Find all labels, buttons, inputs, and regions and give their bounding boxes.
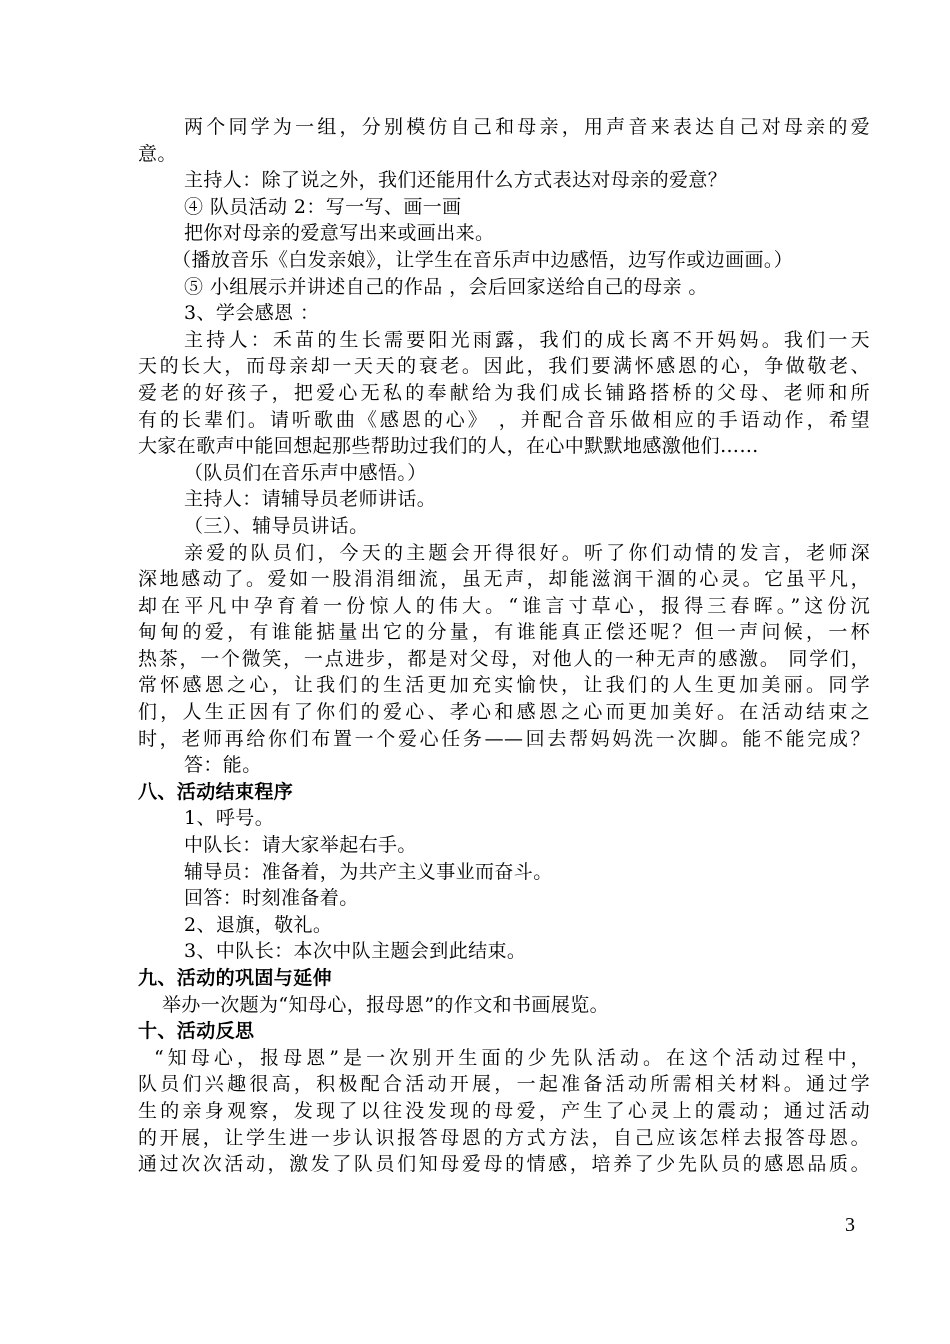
text-line: 深地感动了。爱如一股涓涓细流，虽无声，却能滋润干涸的心灵。它虽平凡， xyxy=(138,568,870,591)
text-line: 3、中队长：本次中队主题会到此结束。 xyxy=(184,940,527,963)
text-line: 爱老的好孩子，把爱心无私的奉献给为我们成长铺路搭桥的父母、老师和所 xyxy=(138,381,870,404)
text-line: 3、学会感恩 ： xyxy=(184,302,320,325)
text-line: 生的亲身观察，发现了以往没发现的母爱，产生了心灵上的震动；通过活动 xyxy=(138,1099,870,1122)
text-line: 答：能。 xyxy=(184,754,262,777)
text-line: 两个同学为一组，分别模仿自己和母亲，用声音来表达自己对母亲的爱 xyxy=(184,116,870,138)
section-heading: 八、活动结束程序 xyxy=(138,780,294,803)
text-line: （队员们在音乐声中感悟。） xyxy=(184,461,427,484)
text-line: 甸甸的爱，有谁能掂量出它的分量，有谁能真正偿还呢？但一声问候，一杯 xyxy=(138,621,870,644)
section-heading: 九、活动的巩固与延伸 xyxy=(138,967,333,989)
text-line: 意。 xyxy=(138,142,177,165)
text-line: 常怀感恩之心，让我们的生活更加充实愉快，让我们的人生更加美丽。同学 xyxy=(138,674,870,697)
text-line: “知母心，报母恩”是一次别开生面的少先队活动。在这个活动过程中， xyxy=(154,1046,870,1069)
text-line: （三）、辅导员讲话。 xyxy=(184,514,369,537)
text-line: 大家在歌声中能回想起那些帮助过我们的人，在心中默默地感激他们…… xyxy=(138,435,759,458)
section-heading: 十、活动反思 xyxy=(138,1020,255,1043)
text-line: 时，老师再给你们布置一个爱心任务——回去帮妈妈洗一次脚。能不能完成？ xyxy=(138,727,870,750)
text-line: 们，人生正因有了你们的爱心、孝心和感恩之心而更加美好。在活动结束之 xyxy=(138,701,870,724)
text-line: 通过次次活动，激发了队员们知母爱母的情感，培养了少先队员的感恩品质。 xyxy=(138,1153,870,1176)
text-line: ④ 队员活动 2：写一写、画一画 xyxy=(184,195,462,218)
text-line: 把你对母亲的爱意写出来或画出来。 xyxy=(184,222,495,245)
text-line: 辅导员：准备着，为共产主义事业而奋斗。 xyxy=(184,860,553,883)
text-line: （播放音乐《白发亲娘》，让学生在音乐声中边感悟，边写作或边画画。） xyxy=(172,248,794,271)
text-line: 有的长辈们。请听歌曲《感恩的心》 ，并配合音乐做相应的手语动作，希望 xyxy=(138,408,870,431)
text-line: 2、退旗，敬礼。 xyxy=(184,913,333,936)
text-line: 主持人：请辅导员老师讲话。 xyxy=(184,488,437,511)
text-line: 却在平凡中孕育着一份惊人的伟大。“谁言寸草心，报得三春晖。”这份沉 xyxy=(138,594,870,617)
text-line: 队员们兴趣很高，积极配合活动开展，一起准备活动所需相关材料。通过学 xyxy=(138,1073,870,1096)
text-line: 中队长：请大家举起右手。 xyxy=(184,834,417,857)
text-line: 1、呼号。 xyxy=(184,807,275,830)
text-line: 回答：时刻准备着。 xyxy=(184,887,359,910)
text-line: 主持人：除了说之外，我们还能用什么方式表达对母亲的爱意？ xyxy=(184,169,728,192)
page-number: 3 xyxy=(845,1214,855,1236)
text-line: 的开展，让学生进一步认识报答母恩的方式方法，自己应该怎样去报答母恩。 xyxy=(138,1126,870,1149)
text-line: 主持人：禾苗的生长需要阳光雨露，我们的成长离不开妈妈。我们一天 xyxy=(184,328,870,351)
text-line: 举办一次题为“知母心，报母恩”的作文和书画展览。 xyxy=(162,993,610,1016)
document-body xyxy=(138,114,870,1178)
text-line: ⑤ 小组展示并讲述自己的作品 ，会后回家送给自己的母亲 。 xyxy=(184,275,708,298)
text-line: 热茶，一个微笑，一点进步，都是对父母，对他人的一种无声的感激。 同学们， xyxy=(138,647,870,670)
text-line: 天的长大，而母亲却一天天的衰老。因此，我们要满怀感恩的心，争做敬老、 xyxy=(138,355,870,378)
text-line: 亲爱的队员们，今天的主题会开得很好。听了你们动情的发言，老师深 xyxy=(184,541,870,564)
